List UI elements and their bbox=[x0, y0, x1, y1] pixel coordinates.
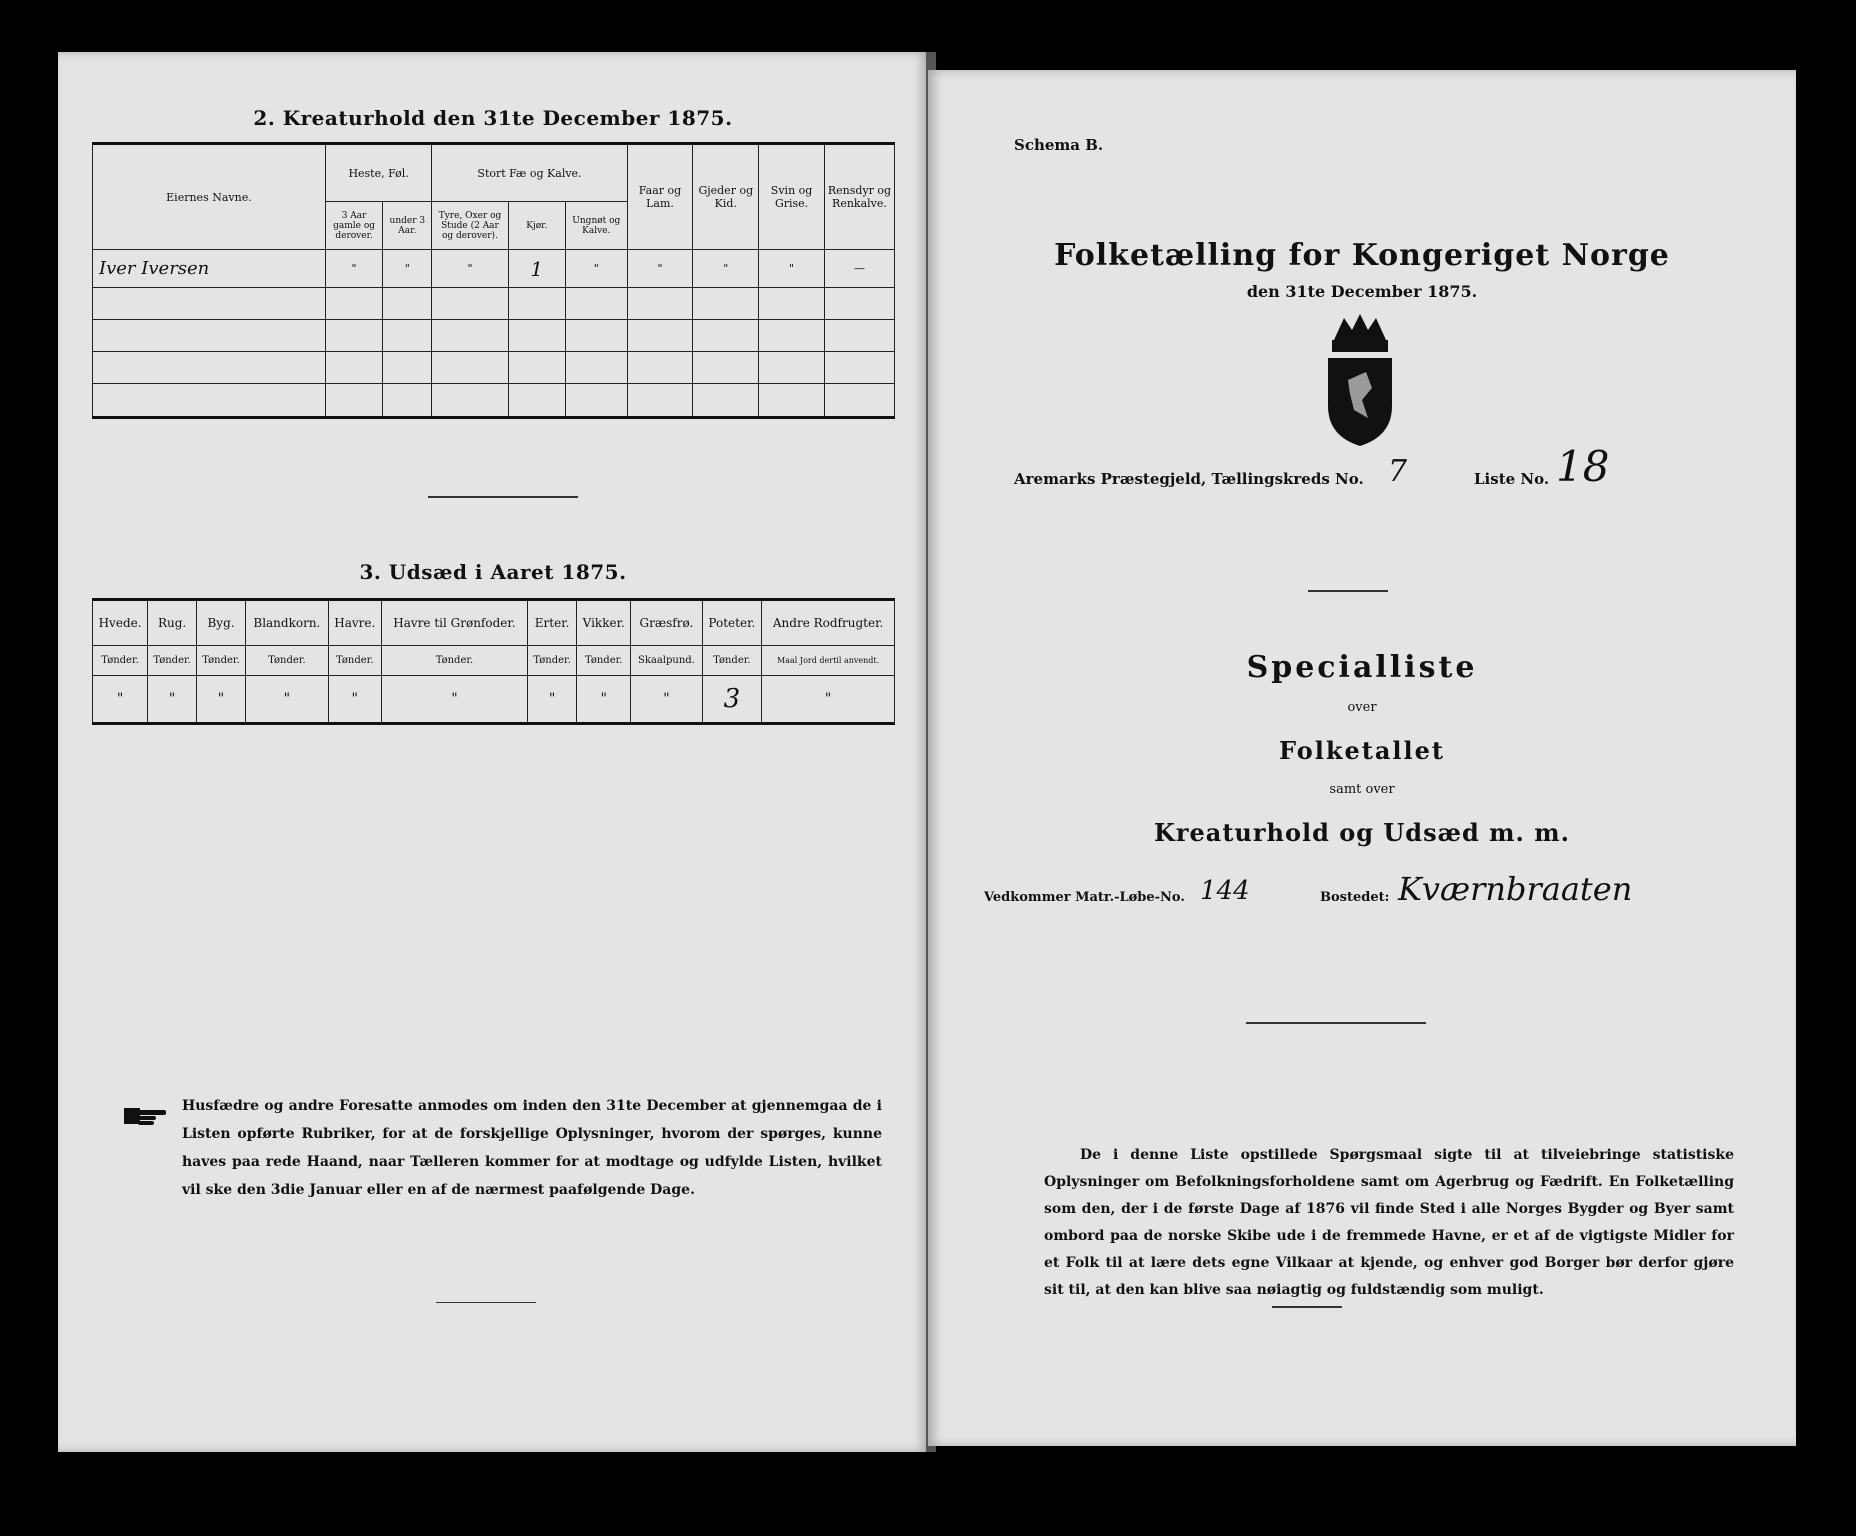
district-number: 7 bbox=[1388, 454, 1408, 489]
table-row bbox=[93, 250, 895, 288]
cows-cell: 1 bbox=[508, 250, 565, 288]
seed-unit-cell: Tønder. bbox=[528, 646, 577, 676]
col-goats-header: Gjeder og Kid. bbox=[693, 144, 759, 250]
main-title: Folketælling for Kongeriget Norge bbox=[1054, 238, 1670, 273]
seed-unit-cell: Tønder. bbox=[245, 646, 328, 676]
goats-cell: " bbox=[693, 250, 759, 288]
sheep-cell: " bbox=[627, 250, 693, 288]
seed-value-cell: " bbox=[328, 676, 381, 724]
seed-unit-cell: Maal Jord dertil anvendt. bbox=[762, 646, 895, 676]
seed-header-cell: Erter. bbox=[528, 600, 577, 646]
pigs-cell: " bbox=[759, 250, 825, 288]
seed-value-cell: 3 bbox=[702, 676, 762, 724]
seed-header-cell: Havre til Grønfoder. bbox=[381, 600, 527, 646]
intro-paragraph: De i denne Liste opstillede Spørgsmaal sigte til at tilveiebringe statistiske Oplysninger om Befolkningsforholdene samt om Agerbrug og Fædrift. En Folketælling som den, der i de første Dage af 1876 vil finde Sted i alle Norges Bygder og Byer samt ombord paa de norske Skibe ude i de fremmede Havne, er et af de vigtigste Midler for et Folk til at lære dets egne Vilkaar at kjende, og enhver god Borger bør derfor gjøre sit til, at den kan blive saa nøiagtig og fuldstændig som muligt. bbox=[1044, 1147, 1734, 1298]
seed-value-cell: " bbox=[245, 676, 328, 724]
col-sheep-header: Faar og Lam. bbox=[627, 144, 693, 250]
right-page bbox=[928, 70, 1796, 1446]
horses-old-header: 3 Aar gamle og derover. bbox=[325, 202, 382, 250]
section2-title: 2. Kreaturhold den 31te December 1875. bbox=[253, 106, 733, 130]
seed-unit-cell: Tønder. bbox=[93, 646, 148, 676]
seed-unit-cell: Tønder. bbox=[702, 646, 762, 676]
left-page bbox=[58, 52, 928, 1452]
matr-label: Vedkommer Matr.-Løbe-No. bbox=[984, 890, 1185, 905]
divider bbox=[436, 1302, 536, 1303]
coat-of-arms-emblem bbox=[1314, 310, 1406, 450]
col-owner-header: Eiernes Navne. bbox=[93, 144, 326, 250]
bostedet-value: Kværnbraaten bbox=[1398, 870, 1633, 908]
seed-value-cell: " bbox=[762, 676, 895, 724]
notice-text: Husfædre og andre Foresatte anmodes om inden den 31te December at gjennemgaa de i Listen opførte Rubriker, for at de forskjellige Oplysninger, hvorom der spørges, kunne haves paa rede Haand, naar Tælleren kommer for at modtage og udfylde Listen, hvilket vil ske den 3die Januar eller en af de nærmest paafølgende Dage. bbox=[182, 1098, 882, 1198]
seed-unit-cell: Tønder. bbox=[328, 646, 381, 676]
seed-value-cell: " bbox=[381, 676, 527, 724]
seed-value-cell: " bbox=[631, 676, 702, 724]
divider bbox=[428, 496, 578, 498]
kreaturhold-title: Kreaturhold og Udsæd m. m. bbox=[1154, 818, 1570, 847]
seed-value-cell: " bbox=[148, 676, 197, 724]
section3-title: 3. Udsæd i Aaret 1875. bbox=[359, 560, 627, 584]
table-row bbox=[93, 352, 895, 384]
seed-unit-cell: Tønder. bbox=[148, 646, 197, 676]
divider bbox=[1308, 590, 1388, 592]
matr-number: 144 bbox=[1200, 876, 1250, 906]
seed-table bbox=[92, 598, 895, 725]
livestock-table bbox=[92, 142, 895, 419]
horses-young-header: under 3 Aar. bbox=[383, 202, 432, 250]
young-cattle-header: Ungnøt og Kalve. bbox=[566, 202, 628, 250]
divider bbox=[1272, 1306, 1342, 1308]
seed-header-cell: Andre Rodfrugter. bbox=[762, 600, 895, 646]
schema-label: Schema B. bbox=[1014, 136, 1104, 154]
list-label: Liste No. bbox=[1474, 470, 1550, 488]
over-text: over bbox=[1347, 700, 1377, 715]
cows-header: Kjør. bbox=[508, 202, 565, 250]
horses-old-cell: " bbox=[325, 250, 382, 288]
seed-unit-cell: Tønder. bbox=[577, 646, 631, 676]
seed-unit-cell: Tønder. bbox=[381, 646, 527, 676]
seed-header-cell: Havre. bbox=[328, 600, 381, 646]
seed-value-cell: " bbox=[197, 676, 246, 724]
seed-value-cell: " bbox=[93, 676, 148, 724]
seed-unit-cell: Tønder. bbox=[197, 646, 246, 676]
col-cattle-header: Stort Fæ og Kalve. bbox=[432, 144, 627, 202]
bostedet-label: Bostedet: bbox=[1320, 890, 1390, 905]
seed-header-cell: Byg. bbox=[197, 600, 246, 646]
list-number: 18 bbox=[1556, 442, 1610, 491]
table-row bbox=[93, 320, 895, 352]
seed-header-cell: Poteter. bbox=[702, 600, 762, 646]
specialliste-title: Specialliste bbox=[1246, 650, 1478, 685]
seed-header-cell: Vikker. bbox=[577, 600, 631, 646]
table-row bbox=[93, 384, 895, 418]
horses-young-cell: " bbox=[383, 250, 432, 288]
bulls-cell: " bbox=[432, 250, 508, 288]
date-line: den 31te December 1875. bbox=[1246, 282, 1478, 301]
seed-header-cell: Græsfrø. bbox=[631, 600, 702, 646]
table-row bbox=[93, 288, 895, 320]
seed-value-cell: " bbox=[577, 676, 631, 724]
owner-cell: Iver Iversen bbox=[93, 250, 326, 288]
seed-unit-cell: Skaalpund. bbox=[631, 646, 702, 676]
bulls-header: Tyre, Oxer og Stude (2 Aar og derover). bbox=[432, 202, 508, 250]
reindeer-cell: — bbox=[824, 250, 894, 288]
pointing-hand-icon bbox=[122, 1100, 170, 1130]
parish-label: Aremarks Præstegjeld, Tællingskreds No. bbox=[1014, 470, 1364, 488]
col-horses-header: Heste, Føl. bbox=[325, 144, 432, 202]
seed-header-cell: Hvede. bbox=[93, 600, 148, 646]
col-reindeer-header: Rensdyr og Renkalve. bbox=[824, 144, 894, 250]
seed-value-cell: " bbox=[528, 676, 577, 724]
col-pigs-header: Svin og Grise. bbox=[759, 144, 825, 250]
folketallet-title: Folketallet bbox=[1279, 736, 1445, 765]
seed-header-cell: Rug. bbox=[148, 600, 197, 646]
seed-header-cell: Blandkorn. bbox=[245, 600, 328, 646]
young-cattle-cell: " bbox=[566, 250, 628, 288]
divider bbox=[1246, 1022, 1426, 1024]
samt-over-text: samt over bbox=[1329, 782, 1395, 797]
